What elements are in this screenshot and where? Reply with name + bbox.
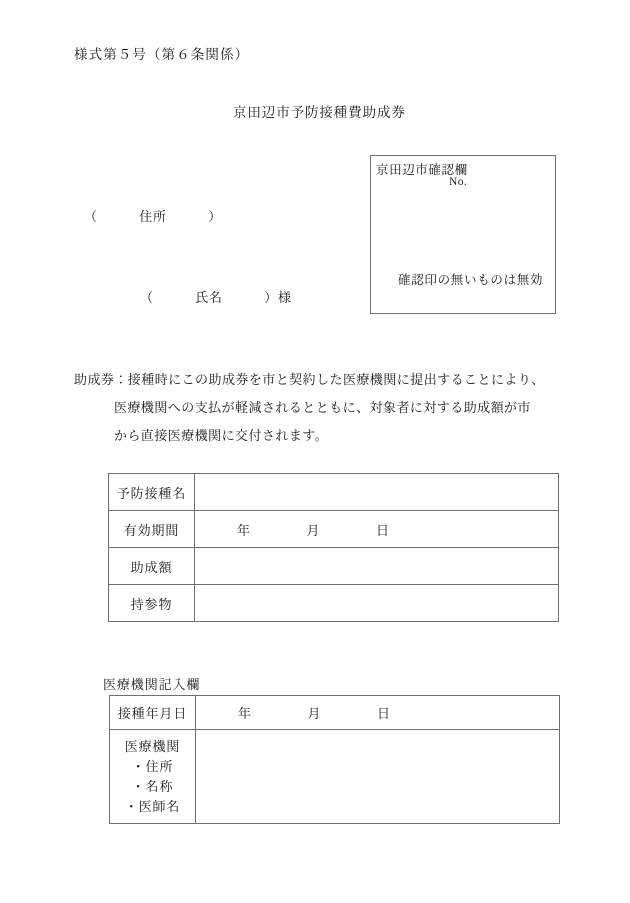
institution-label-line-3: ・名称 xyxy=(131,778,174,794)
table-row xyxy=(109,585,559,622)
medical-institution-heading: 医療機関記入欄 xyxy=(103,677,201,692)
table-row xyxy=(109,548,559,585)
table-row xyxy=(109,511,559,548)
confirmation-number-label: No. xyxy=(449,176,468,188)
institution-label-line-1: 医療機関 xyxy=(124,738,181,754)
benefit-row-value-items-to-bring[interactable] xyxy=(195,585,559,622)
form-number: 様式第５号（第６条関係） xyxy=(74,47,250,62)
medical-row-label-institution-details xyxy=(110,730,196,824)
medical-row-label-vaccination-date: 接種年月日 xyxy=(110,696,196,730)
benefit-row-value-subsidy-amount[interactable] xyxy=(195,548,559,585)
description-paragraph xyxy=(74,366,574,450)
institution-label-line-2: ・住所 xyxy=(131,758,174,774)
benefit-row-value-vaccine-name[interactable] xyxy=(195,474,559,511)
description-line-3: から直接医療機関に交付されます。 xyxy=(114,428,329,443)
medical-row-value-institution-details[interactable] xyxy=(196,730,560,824)
confirmation-note: 確認印の無いものは無効 xyxy=(398,273,544,287)
medical-institution-table xyxy=(109,695,560,824)
benefit-row-label-vaccine-name: 予防接種名 xyxy=(109,474,195,511)
recipient-name-field: （ 氏名 ）様 xyxy=(140,290,292,305)
recipient-address-field: （ 住所 ） xyxy=(84,209,223,224)
description-line-1: 助成券：接種時にこの助成券を市と契約した医療機関に提出することにより、 xyxy=(74,372,545,387)
table-row xyxy=(109,474,559,511)
page-title: 京田辺市予防接種費助成券 xyxy=(233,105,406,120)
benefit-row-label-valid-period: 有効期間 xyxy=(109,511,195,548)
table-row xyxy=(110,696,560,730)
description-line-2: 医療機関への支払が軽減されるとともに、対象者に対する助成額が市 xyxy=(114,400,531,415)
valid-period-date-field: 年 月 日 xyxy=(237,522,390,538)
benefit-row-value-valid-period[interactable] xyxy=(195,511,559,548)
table-row xyxy=(110,730,560,824)
vaccination-date-field: 年 月 日 xyxy=(238,706,391,721)
confirmation-box-title: 京田辺市確認欄 xyxy=(376,163,468,177)
benefit-row-label-subsidy-amount: 助成額 xyxy=(109,548,195,585)
medical-row-value-vaccination-date[interactable] xyxy=(196,696,560,730)
benefit-row-label-items-to-bring: 持参物 xyxy=(109,585,195,622)
benefit-details-table xyxy=(108,473,559,622)
institution-label-line-4: ・医師名 xyxy=(124,798,181,814)
